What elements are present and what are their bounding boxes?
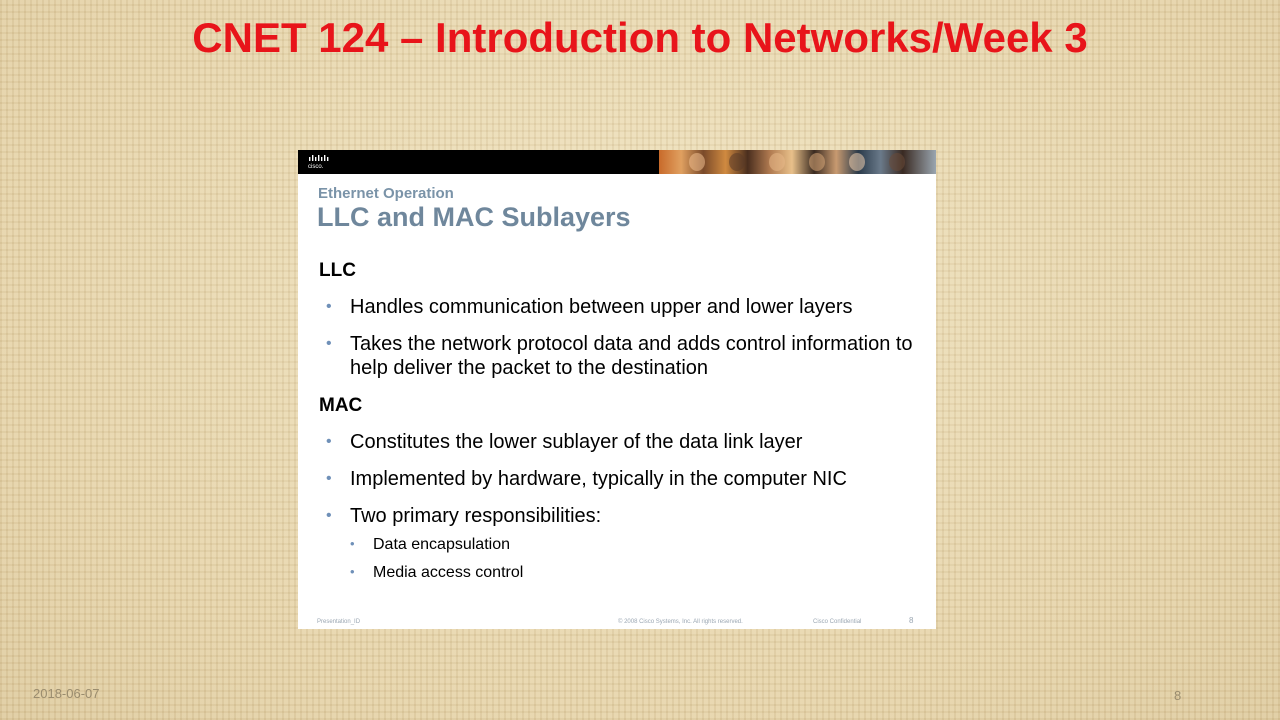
bullet-text: Two primary responsibilities: (350, 505, 602, 527)
bullet-icon: • (350, 564, 355, 579)
footer-presentation-id: Presentation_ID (317, 619, 361, 625)
bullet-icon: • (326, 433, 332, 450)
sub-bullet-text: Media access control (373, 564, 524, 581)
bullet-text: Implemented by hardware, typically in the computer NIC (350, 468, 847, 490)
bullet-text: Handles communication between upper and lower layers (350, 296, 853, 318)
footer-confidential: Cisco Confidential (813, 619, 862, 625)
bullet-icon: • (326, 298, 332, 315)
date-footer: 2018-06-07 (33, 686, 100, 701)
slide-page-number: 8 (909, 616, 914, 625)
bullet-icon: • (350, 536, 355, 551)
mac-section-label: MAC (319, 395, 363, 416)
cisco-logo-icon (306, 154, 336, 170)
bullet-icon: • (326, 470, 332, 487)
cisco-logo-text: cisco. (308, 164, 324, 170)
sub-bullet-text: Data encapsulation (373, 536, 510, 553)
slide-header-bar (298, 150, 936, 174)
bullet-text: Takes the network protocol data and adds control information to help deliver the packet to the destination (350, 333, 913, 379)
bullet-icon: • (326, 335, 332, 352)
slide-number: 8 (1174, 688, 1182, 703)
slide-subtitle: Ethernet Operation (318, 185, 454, 202)
header-photo-strip (659, 150, 936, 174)
bullet-text: Constitutes the lower sublayer of the data link layer (350, 431, 803, 453)
bullet-icon: • (326, 507, 332, 524)
page-title: CNET 124 – Introduction to Networks/Week 3 (192, 14, 1088, 61)
embedded-slide (298, 150, 936, 629)
slide-heading: LLC and MAC Sublayers (317, 202, 631, 232)
footer-copyright: © 2008 Cisco Systems, Inc. All rights reserved. (618, 619, 743, 625)
llc-section-label: LLC (319, 260, 356, 281)
